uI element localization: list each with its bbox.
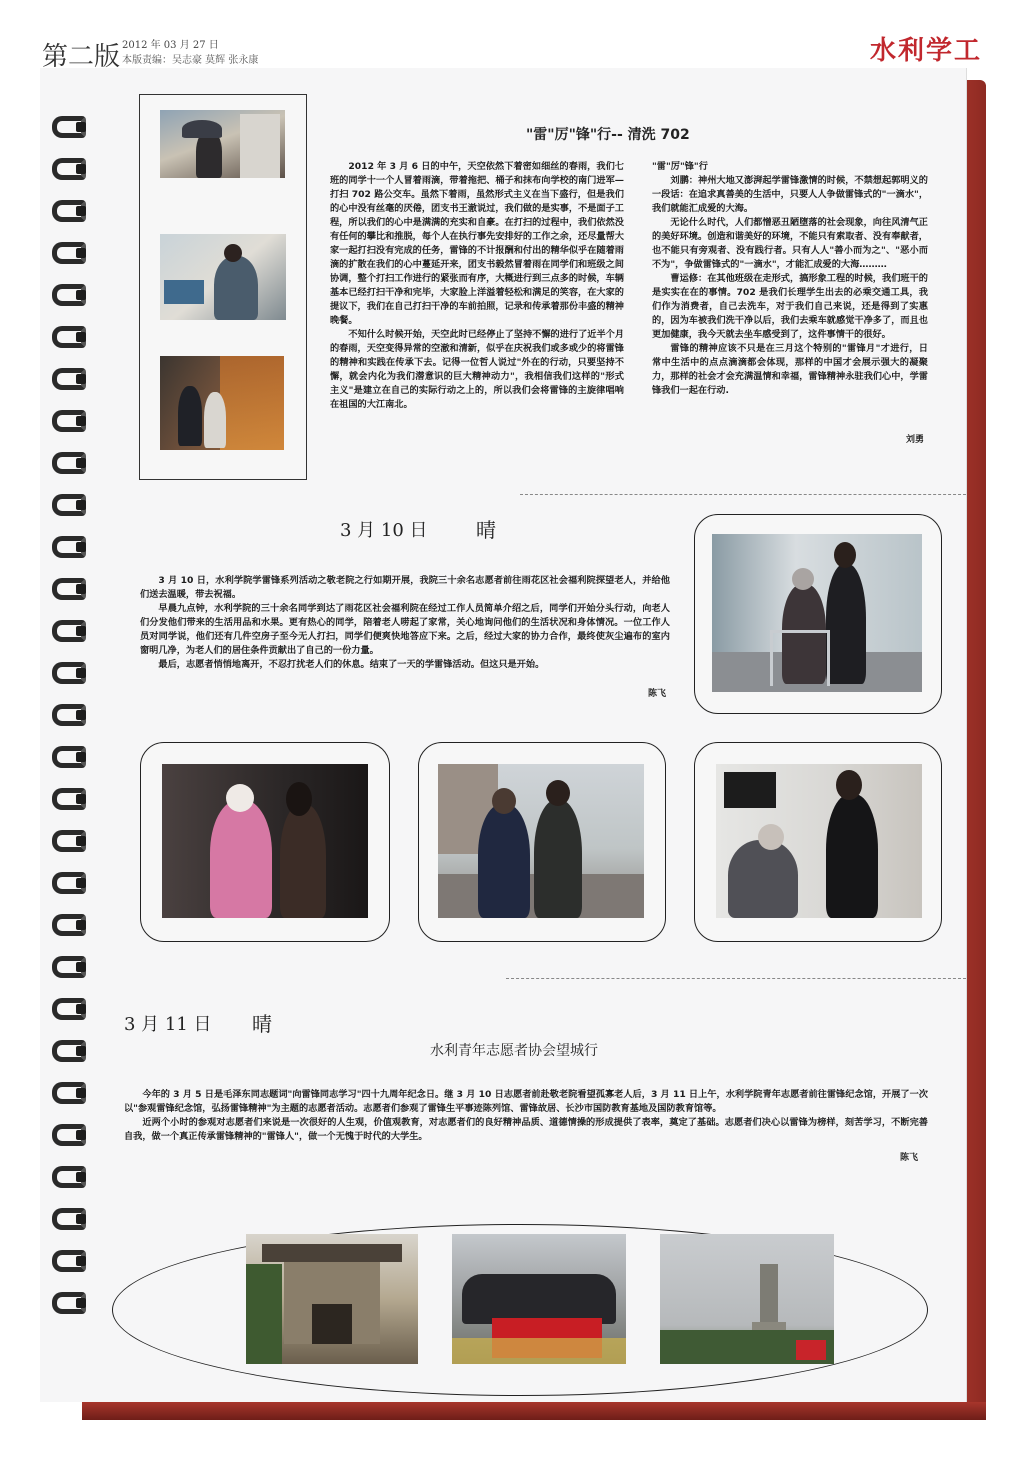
ring-hole	[76, 626, 86, 636]
ring-hole	[76, 1298, 86, 1308]
spiral-ring	[48, 490, 94, 520]
spiral-ring	[48, 994, 94, 1024]
tv-screen	[724, 772, 776, 808]
day1-author: 陈飞	[648, 689, 667, 699]
figure-elder	[728, 840, 798, 918]
photo-statue	[660, 1234, 834, 1364]
photo-memorial-gate	[246, 1234, 418, 1364]
figure-elder	[478, 804, 530, 918]
article1-right-heading: "雷"厉"锋"行	[652, 161, 708, 172]
flowers	[452, 1338, 626, 1364]
trees	[246, 1264, 282, 1364]
figure-volunteer	[280, 804, 326, 918]
article1-left-paragraph: 不知什么时候开始，天空此时已经停止了坚持不懈的进行了近半个月的春雨，天空变得异常的空澈和清新，似乎在庆祝我们或多或少的将雷锋的精神和实践在传承下去。记得一位哲人说过"外在的行动，只要坚持不懈，就会内化为我们潜意识的巨大精神动力"，我相信我们这样的"形式主义"是建立在自己的实际行动之上的，所以我们会将雷锋的主旋律唱响在祖国的大江南北。	[330, 329, 625, 410]
figure-head	[224, 244, 242, 262]
spiral-ring	[48, 1246, 94, 1276]
spiral-ring	[48, 406, 94, 436]
day2-paragraph: 今年的 3 月 5 日是毛泽东同志题词"向雷锋同志学习"四十九周年纪念日。继 3 月 10 日志愿者前赴敬老院看望孤寡老人后，3 月 11 日上午，水利学院青年志愿者前往雷锋纪念馆，开展了一次以"参观雷锋纪念馆，弘扬雷锋精神"为主题的志愿者活动。志愿者们参观了雷锋生平事迹陈列馆、雷锋故居、长沙市国防教育基地及国防教育馆等。	[124, 1089, 928, 1114]
ring-hole	[76, 332, 86, 342]
figure-volunteer	[826, 794, 878, 918]
ring-hole	[76, 122, 86, 132]
figure-head	[834, 542, 856, 568]
walker-frame	[770, 630, 830, 686]
ring-hole	[76, 962, 86, 972]
day2-title: 水利青年志愿者协会望城行	[430, 1043, 598, 1059]
ring-hole	[76, 500, 86, 510]
edition-label: 第二版	[42, 42, 121, 72]
figure-student	[178, 386, 202, 446]
figure-elder	[210, 800, 272, 918]
spiral-ring	[48, 532, 94, 562]
red-flags	[796, 1340, 826, 1360]
spiral-ring	[48, 784, 94, 814]
statue-figure	[760, 1264, 778, 1326]
spiral-ring	[48, 952, 94, 982]
editors-line: 本版责编：吴志豪 莫辉 张永康	[122, 55, 259, 66]
issue-date: 2012 年 03 月 27 日	[122, 40, 219, 51]
article1-right-paragraph: 雷锋的精神应该不只是在三月这个特别的"雷锋月"才进行，日常中生活中的点点滴滴都会体现，那样的中国才会展示强大的凝聚力，那样的社会才会充满温情和幸福，雷锋精神永驻我们心中，学雷锋我们一起在行动.	[652, 343, 928, 396]
ring-hole	[76, 1130, 86, 1140]
spiral-ring	[48, 910, 94, 940]
photo-group-flag	[452, 1234, 626, 1364]
day1-weather: 晴	[476, 518, 496, 542]
figure-head	[286, 782, 312, 816]
spiral-ring	[48, 280, 94, 310]
ring-hole	[76, 1214, 86, 1224]
day1-paragraph: 最后，志愿者悄悄地离开，不忍打扰老人们的休息。结束了一天的学雷锋活动。但这只是开始。	[158, 659, 545, 670]
bus-banner	[220, 356, 284, 450]
ring-hole	[76, 836, 86, 846]
day1-paragraph: 3 月 10 日，水利学院学雷锋系列活动之敬老院之行如期开展，我院三十余名志愿者前往雨花区社会福利院探望老人，并给他们送去温暖，带去祝福。	[140, 575, 670, 600]
roof	[262, 1244, 402, 1262]
figure-head	[492, 788, 516, 814]
photo-volunteer-visit	[716, 764, 922, 918]
article1-left-column	[330, 160, 624, 412]
bus-door	[240, 114, 280, 178]
figure-student	[204, 392, 226, 448]
ring-hole	[76, 1256, 86, 1266]
article1-right-paragraph: 刘鹏：神州大地又澎湃起学雷锋激情的时候，不禁想起郭明义的一段话：在追求真善美的生活中，只要人人争做雷锋式的"一滴水"，我们就能汇成爱的大海。	[652, 175, 929, 214]
day2-date: 3 月 11 日	[124, 1014, 212, 1035]
spiral-ring	[48, 1036, 94, 1066]
spiral-ring	[48, 574, 94, 604]
day2-body	[124, 1088, 928, 1144]
ring-hole	[76, 584, 86, 594]
ring-hole	[76, 878, 86, 888]
figure-head	[792, 568, 814, 590]
ring-hole	[76, 416, 86, 426]
article1-right-paragraph: 曹运修：在其他班级在走形式，搞形象工程的时候，我们班干的是实实在在的事情。702 是我们长理学生出去的必乘交通工具，我们作为消费者，自己去洗车，对于我们自己来说，还是得到了实惠的，因为车被我们洗干净以后，我们去乘车就感觉干净多了，而且也更加健康，我今天就去坐车感受到了，这件事情干的很好。	[652, 273, 928, 340]
figure-head	[226, 784, 254, 812]
photo-bus-cleaning-1	[160, 110, 285, 178]
day1-body	[140, 574, 670, 672]
spiral-ring	[48, 742, 94, 772]
figure-head	[836, 770, 862, 800]
ring-hole	[76, 542, 86, 552]
photo-volunteer-with-elder	[438, 764, 644, 918]
spiral-ring	[48, 154, 94, 184]
ring-hole	[76, 752, 86, 762]
ring-hole	[76, 668, 86, 678]
spiral-ring	[48, 238, 94, 268]
ring-hole	[76, 1172, 86, 1182]
article1-left-paragraph: 2012 年 3 月 6 日的中午，天空依然下着密如细丝的春雨，我们七班的同学十一个人冒着雨滴，带着拖把、桶子和抹布向学校的南门进军—打扫 702 路公交车。虽然下着雨，虽然形式主义在当下盛行，但是我们的心中没有丝毫的厌倦，团支书王澈说过，我们做的是实事，不是面子工程，所以我们的心中是满满的充实和自豪。在打扫的过程中，我们依然没有任何的攀比和推脱，每个人在执行事先安排好的工作之余，还尽量帮大家一起打扫没有完成的任务，雷锋的不计报酬和付出的精华似乎在随着雨滴的扩散在我们的心中蔓延开来，团支书毅然冒着雨在同学们和班级之间协调，整个打扫工作进行的紧张而有序，大概进行到三点多的时候，车辆基本已经打扫干净和完毕，大家脸上洋溢着轻松和满足的笑容，在大家的提议下，我们在自己打扫干净的车前拍照，记录和传承着那份丰盛的精神晚餐。	[330, 161, 624, 326]
spiral-ring	[48, 364, 94, 394]
ring-hole	[76, 290, 86, 300]
spiral-ring	[48, 616, 94, 646]
figure-student	[214, 256, 258, 320]
spiral-ring	[48, 448, 94, 478]
figure-volunteer	[826, 564, 866, 684]
ring-hole	[76, 458, 86, 468]
spiral-ring	[48, 868, 94, 898]
day2-weather: 晴	[252, 1012, 272, 1036]
ring-hole	[76, 920, 86, 930]
section-divider	[520, 494, 966, 495]
photo-elderly-walker	[712, 534, 922, 692]
ring-hole	[76, 206, 86, 216]
spiral-ring	[48, 112, 94, 142]
ring-hole	[76, 794, 86, 804]
day2-paragraph: 近两个小时的参观对志愿者们来说是一次很好的人生观，价值观教育，对志愿者们的良好精神品质、道德情操的形成提供了表率，奠定了基础。志愿者们决心以雷锋为榜样，刻苦学习，不断完善自我，做一个真正传承雷锋精神的"雷锋人"，做一个无愧于时代的大学生。	[124, 1117, 928, 1142]
brand-logo: 水利学工	[870, 36, 983, 66]
spiral-ring	[48, 700, 94, 730]
spiral-ring	[48, 1120, 94, 1150]
day1-paragraph: 早晨九点钟，水利学院的三十余名同学到达了雨花区社会福利院在经过工作人员简单介绍之后，同学们开始分头行动，向老人们分发他们带来的生活用品和水果。更有热心的同学，陪着老人唠起了家常，关心地询问他们的生活状况和身体情况。一位工作人员对同学说，他们还有几件空房子至今无人打扫，同学们便爽快地答应下来。之后，经过大家的协力合作，最终使灰尘遍布的室内窗明几净，为老人们的居住条件贡献出了自己的一份力量。	[140, 603, 670, 656]
ring-hole	[76, 248, 86, 258]
ring-hole	[76, 164, 86, 174]
spiral-ring	[48, 1204, 94, 1234]
umbrella-shape	[182, 120, 222, 138]
photo-elderly-woman	[162, 764, 368, 918]
figure-volunteer	[534, 800, 582, 918]
spiral-ring	[48, 658, 94, 688]
spiral-ring	[48, 1162, 94, 1192]
article1-title: "雷"厉"锋"行-- 清洗 702	[526, 127, 690, 143]
day2-author: 陈飞	[900, 1153, 919, 1163]
section-divider	[506, 978, 966, 979]
spiral-ring	[48, 322, 94, 352]
notebook-cover-bottom	[82, 1402, 986, 1420]
article1-right-column	[652, 160, 928, 398]
group-people	[462, 1274, 616, 1324]
spiral-ring	[48, 826, 94, 856]
spiral-ring	[48, 196, 94, 226]
article1-author: 刘勇	[906, 435, 925, 445]
ring-hole	[76, 1004, 86, 1014]
article1-right-paragraph: 无论什么时代，人们都憎恶丑陋堕落的社会现象，向往风清气正的美好环境。创造和谐美好的环境，不能只有索取者、没有奉献者，也不能只有旁观者、没有践行者。只有人人"善小而为之"、"恶小而不为"，争做雷锋式的"一滴水"，才能汇成爱的大海………	[652, 217, 928, 270]
ring-hole	[76, 1046, 86, 1056]
ring-hole	[76, 374, 86, 384]
ring-hole	[76, 1088, 86, 1098]
figure-head	[758, 824, 784, 850]
figure-head	[546, 780, 570, 806]
gate-door	[312, 1304, 352, 1344]
ring-hole	[76, 710, 86, 720]
bus-seat	[164, 280, 204, 304]
spiral-ring	[48, 1078, 94, 1108]
photo-bus-group	[160, 356, 284, 450]
photo-bus-cleaning-2	[160, 234, 286, 320]
day1-date: 3 月 10 日	[340, 520, 428, 541]
spiral-ring	[48, 1288, 94, 1318]
